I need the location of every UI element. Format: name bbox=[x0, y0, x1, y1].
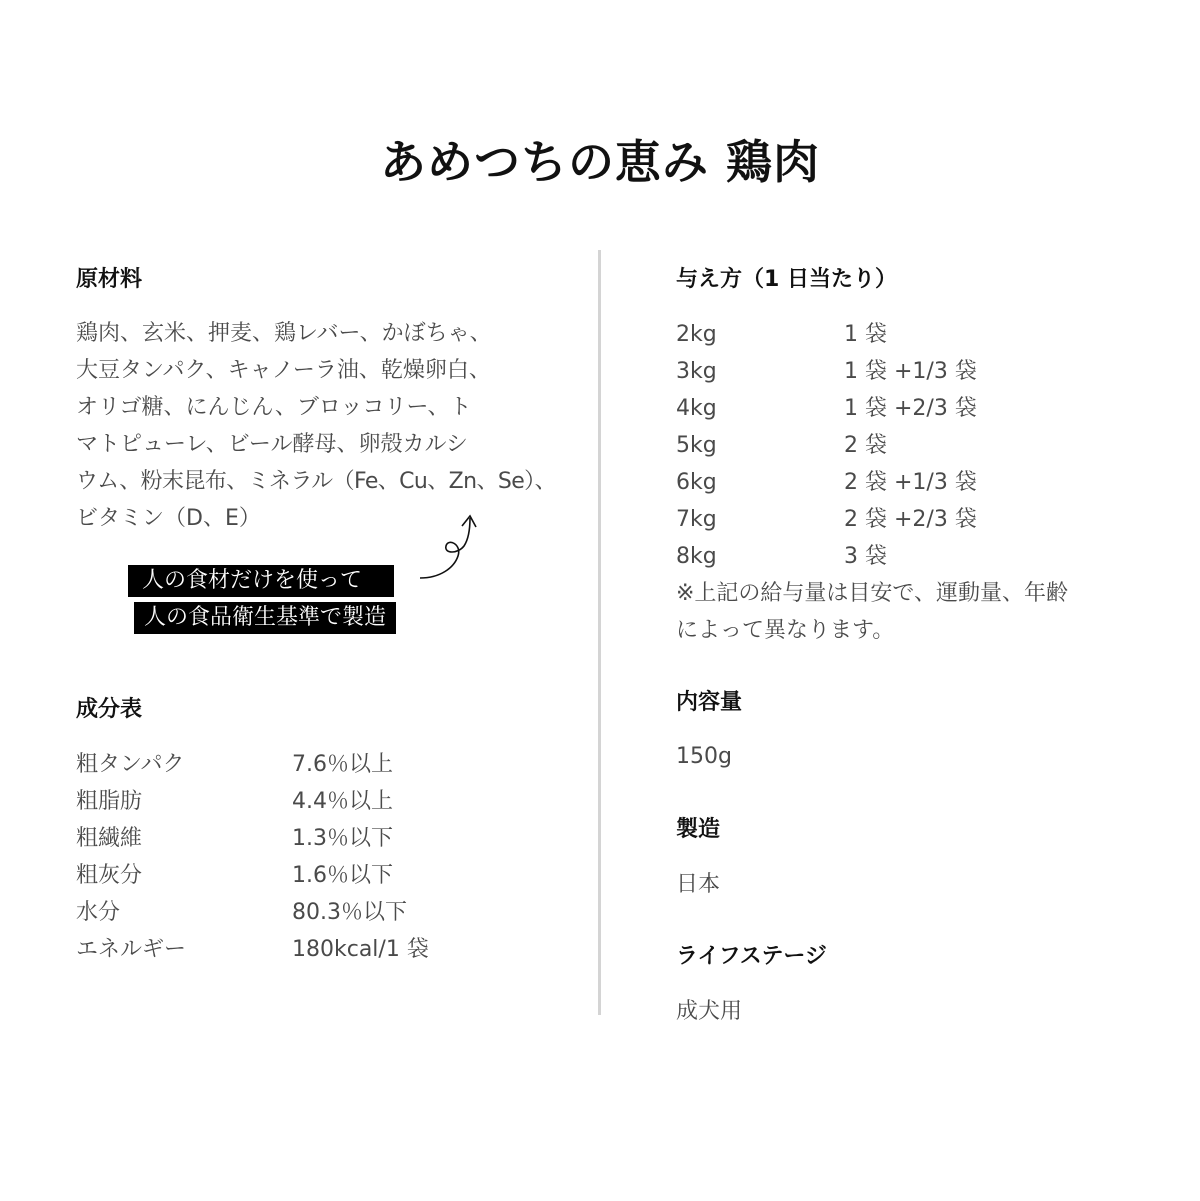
feeding-amount: 1 袋 bbox=[844, 322, 887, 347]
lifestage-value: 成犬用 bbox=[676, 999, 743, 1024]
analysis-name: 粗灰分 bbox=[76, 863, 143, 888]
content-value: 150g bbox=[676, 744, 732, 769]
ingredients-line: ビタミン（D、E） bbox=[76, 506, 261, 531]
feeding-amount: 2 袋 +2/3 袋 bbox=[844, 507, 977, 532]
feeding-note bbox=[676, 575, 1176, 649]
manufacture-value: 日本 bbox=[676, 872, 721, 897]
analysis-name: 粗脂肪 bbox=[76, 789, 143, 814]
content-heading: 内容量 bbox=[676, 690, 743, 715]
analysis-value: 80.3％以下 bbox=[292, 900, 407, 925]
feeding-weight: 4kg bbox=[676, 396, 717, 421]
analysis-name: 粗タンパク bbox=[76, 752, 185, 777]
ingredients-line: マトピューレ、ビール酵母、卵殻カルシ bbox=[76, 432, 468, 457]
feeding-heading: 与え方（1 日当たり） bbox=[676, 267, 897, 292]
feeding-weight: 6kg bbox=[676, 470, 717, 495]
page-title: あめつちの恵み 鶏肉 bbox=[379, 135, 820, 189]
ingredients-list bbox=[76, 315, 576, 537]
analysis-heading: 成分表 bbox=[76, 697, 143, 722]
feeding-weight: 3kg bbox=[676, 359, 717, 384]
ingredients-line: ウム、粉末昆布、ミネラル（Fe、Cu、Zn、Se）、 bbox=[76, 469, 556, 494]
feeding-weight: 2kg bbox=[676, 322, 717, 347]
feeding-note-line: によって異なります。 bbox=[676, 618, 895, 643]
analysis-name: エネルギー bbox=[76, 937, 187, 962]
ingredients-heading: 原材料 bbox=[76, 267, 143, 292]
feeding-amount: 1 袋 +1/3 袋 bbox=[844, 359, 977, 384]
feeding-amount: 1 袋 +2/3 袋 bbox=[844, 396, 977, 421]
ingredients-line: オリゴ糖、にんじん、ブロッコリー、ト bbox=[76, 395, 472, 420]
feeding-weight: 7kg bbox=[676, 507, 717, 532]
feeding-amount: 2 袋 bbox=[844, 433, 887, 458]
feeding-amount: 2 袋 +1/3 袋 bbox=[844, 470, 977, 495]
curly-arrow-icon bbox=[410, 510, 490, 590]
manufacture-heading: 製造 bbox=[676, 817, 721, 842]
lifestage-heading: ライフステージ bbox=[676, 944, 827, 969]
feeding-amount: 3 袋 bbox=[844, 544, 887, 569]
analysis-value: 1.3％以下 bbox=[292, 826, 393, 851]
feeding-note-line: ※上記の給与量は目安で、運動量、年齢 bbox=[676, 581, 1068, 606]
ingredients-line: 大豆タンパク、キャノーラ油、乾燥卵白、 bbox=[76, 358, 491, 383]
column-divider bbox=[598, 250, 601, 1015]
analysis-value: 1.6％以下 bbox=[292, 863, 393, 888]
feeding-weight: 8kg bbox=[676, 544, 717, 569]
analysis-name: 粗繊維 bbox=[76, 826, 143, 851]
ingredients-line: 鶏肉、玄米、押麦、鶏レバー、かぼちゃ、 bbox=[76, 321, 492, 346]
analysis-value: 180kcal/1 袋 bbox=[292, 937, 429, 962]
callout-line-2: 人の食品衛生基準で製造 bbox=[134, 602, 396, 634]
analysis-value: 4.4％以上 bbox=[292, 789, 393, 814]
feeding-weight: 5kg bbox=[676, 433, 717, 458]
callout-line-1: 人の食材だけを使って bbox=[128, 565, 394, 597]
analysis-name: 水分 bbox=[76, 900, 121, 925]
analysis-value: 7.6％以上 bbox=[292, 752, 393, 777]
